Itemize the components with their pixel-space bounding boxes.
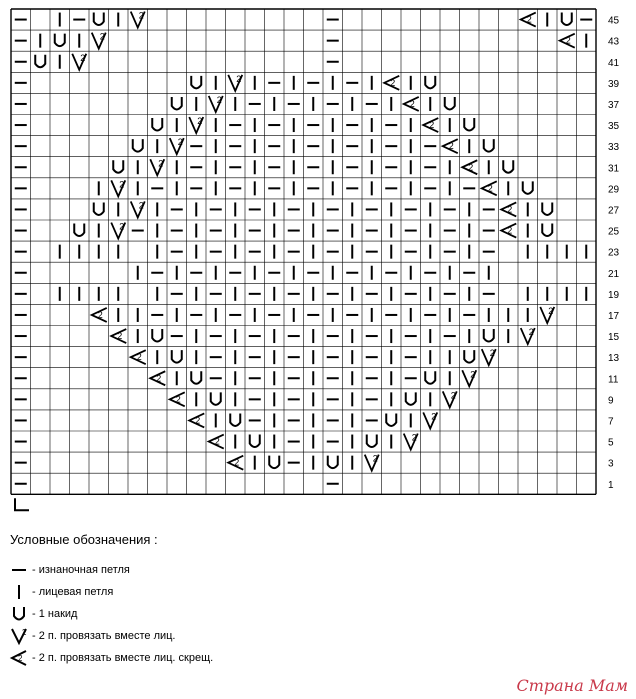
yarn-over-symbol: [269, 456, 279, 469]
svg-text:2: 2: [158, 158, 164, 169]
k2tog-symbol: [365, 454, 379, 471]
purl-icon: [8, 560, 30, 580]
k2tog-symbol: [131, 11, 145, 28]
row-label: 1: [608, 479, 614, 491]
yarn-over-symbol: [94, 13, 104, 25]
ssk-icon: [8, 648, 30, 668]
yarn-over-symbol: [542, 224, 552, 237]
svg-text:2: 2: [80, 52, 86, 63]
svg-text:2: 2: [117, 331, 123, 342]
svg-text:2: 2: [489, 348, 495, 359]
yarn-over-symbol: [464, 118, 474, 131]
k2tog-symbol: [482, 348, 496, 365]
legend-item-knit: - лицевая петля: [8, 581, 428, 603]
svg-text:2: 2: [195, 415, 201, 426]
row-label: 7: [608, 416, 614, 428]
svg-text:2: 2: [99, 31, 105, 42]
ssk-symbol: [111, 329, 126, 343]
yarn-over-symbol: [523, 181, 533, 194]
svg-text:2: 2: [156, 373, 162, 384]
yarn-over-symbol: [230, 413, 240, 426]
k2tog-symbol: [170, 137, 184, 154]
ssk-symbol: [443, 139, 458, 153]
row-label: 27: [608, 205, 620, 217]
yarn-over-symbol: [55, 34, 65, 47]
svg-text:2: 2: [526, 14, 532, 25]
svg-text:2: 2: [507, 225, 513, 236]
svg-text:2: 2: [487, 183, 493, 194]
row-label: 45: [608, 15, 620, 27]
svg-text:2: 2: [390, 77, 396, 88]
svg-text:2: 2: [470, 369, 476, 380]
ssk-symbol: [521, 13, 536, 27]
ssk-symbol: [462, 160, 477, 174]
k2tog-symbol: [462, 369, 476, 386]
row-label: 9: [608, 395, 614, 407]
row-label: 21: [608, 268, 620, 280]
svg-text:2: 2: [214, 436, 220, 447]
ssk-symbol: [501, 224, 516, 238]
ssk-symbol: [170, 392, 185, 406]
legend-title: Условные обозначения :: [10, 532, 158, 547]
row-label: 39: [608, 78, 620, 90]
k2tog-symbol: [92, 32, 106, 49]
ssk-symbol: [131, 350, 146, 364]
k2tog-symbol: [228, 74, 242, 91]
yarn-over-symbol: [191, 371, 201, 384]
yarn-over-symbol: [328, 456, 338, 469]
row-labels: [608, 16, 620, 491]
yarn-over-symbol: [35, 55, 45, 68]
ssk-symbol: [228, 456, 243, 470]
k2tog-symbol: [404, 433, 418, 450]
k2tog-icon: [8, 626, 30, 646]
yarn-over-symbol: [172, 97, 182, 110]
legend: [8, 532, 428, 669]
svg-text:2: 2: [119, 221, 125, 232]
k2tog-symbol: [521, 327, 535, 344]
row-label: 43: [608, 36, 620, 48]
row-label: 3: [608, 458, 614, 470]
row-label: 31: [608, 163, 620, 175]
ssk-symbol: [404, 97, 419, 111]
svg-text:2: 2: [507, 204, 513, 215]
ssk-symbol: [92, 308, 107, 322]
row-label: 33: [608, 142, 620, 154]
row-label: 5: [608, 437, 614, 449]
svg-text:2: 2: [429, 120, 435, 131]
yarn-over-symbol: [172, 350, 182, 363]
knit-icon: [8, 582, 30, 602]
row-label: 41: [608, 57, 620, 69]
svg-text:2: 2: [136, 352, 142, 363]
yarn-over-symbol: [211, 392, 221, 405]
k2tog-symbol: [111, 179, 125, 196]
legend-item-purl: - изнаночная петля: [8, 559, 428, 581]
row-label: 11: [608, 374, 619, 386]
ssk-symbol: [384, 76, 399, 90]
yarn-over-symbol: [484, 139, 494, 152]
legend-item-ssk: 2 - 2 п. провязать вместе лиц. скрещ.: [8, 647, 428, 669]
yarn-over-symbol: [191, 76, 201, 89]
row-label: 35: [608, 121, 620, 133]
yarn-over-symbol: [542, 202, 552, 215]
svg-text:2: 2: [372, 453, 378, 464]
ssk-symbol: [150, 371, 165, 385]
svg-text:2: 2: [409, 98, 415, 109]
svg-text:2: 2: [236, 73, 242, 84]
svg-text:2: 2: [431, 411, 437, 422]
yarn-over-symbol: [386, 413, 396, 426]
yarn-over-symbol: [250, 435, 260, 448]
row-label: 29: [608, 184, 620, 196]
svg-text:2: 2: [448, 141, 454, 152]
yarn-over-icon: [8, 604, 30, 624]
yarn-over-symbol: [562, 13, 572, 25]
yarn-over-symbol: [425, 76, 435, 89]
svg-text:2: 2: [22, 628, 27, 637]
svg-text:2: 2: [138, 200, 144, 211]
row-label: 19: [608, 289, 620, 301]
k2tog-symbol: [131, 200, 145, 217]
k2tog-symbol: [111, 222, 125, 239]
k2tog-symbol: [150, 158, 164, 175]
svg-text:2: 2: [411, 432, 417, 443]
row-label: 15: [608, 332, 620, 344]
yarn-over-symbol: [113, 160, 123, 173]
svg-text:2: 2: [450, 390, 456, 401]
yarn-over-symbol: [94, 202, 104, 215]
svg-text:2: 2: [565, 35, 571, 46]
svg-text:2: 2: [97, 309, 103, 320]
svg-text:2: 2: [175, 394, 181, 405]
svg-text:2: 2: [18, 654, 23, 663]
yarn-over-symbol: [464, 350, 474, 363]
k2tog-symbol: [209, 95, 223, 112]
row-label: 13: [608, 353, 620, 365]
yarn-over-symbol: [425, 371, 435, 384]
row-label: 17: [608, 310, 620, 322]
yarn-over-symbol: [445, 97, 455, 110]
svg-text:2: 2: [234, 457, 240, 468]
svg-text:2: 2: [177, 137, 183, 148]
ssk-symbol: [189, 413, 204, 427]
watermark: Страна Мам: [516, 676, 628, 695]
svg-text:2: 2: [119, 179, 125, 190]
svg-text:2: 2: [468, 162, 474, 173]
yarn-over-symbol: [133, 139, 143, 152]
k2tog-symbol: [423, 411, 437, 428]
k2tog-symbol: [443, 390, 457, 407]
k2tog-symbol: [540, 306, 554, 323]
ssk-symbol: [501, 202, 516, 216]
yarn-over-symbol: [503, 160, 513, 173]
yarn-over-symbol: [406, 392, 416, 405]
svg-text:2: 2: [548, 305, 554, 316]
svg-text:2: 2: [197, 116, 203, 127]
k2tog-symbol: [72, 53, 86, 70]
svg-text:2: 2: [528, 327, 534, 338]
ssk-symbol: [209, 435, 224, 449]
row-label: 25: [608, 226, 620, 238]
yarn-over-symbol: [152, 329, 162, 342]
yarn-over-symbol: [484, 329, 494, 342]
ssk-symbol: [482, 181, 497, 195]
row-label: 37: [608, 99, 620, 111]
legend-item-k2tog: 2 - 2 п. провязать вместе лиц.: [8, 625, 428, 647]
svg-text:2: 2: [138, 10, 144, 21]
ssk-symbol: [560, 34, 575, 48]
ssk-symbol: [423, 118, 438, 132]
chart-corner-mark: [15, 498, 29, 510]
yarn-over-symbol: [152, 118, 162, 131]
yarn-over-symbol: [74, 224, 84, 237]
row-label: 23: [608, 247, 620, 259]
svg-text:2: 2: [216, 94, 222, 105]
k2tog-symbol: [189, 116, 203, 133]
yarn-over-symbol: [367, 435, 377, 448]
legend-item-yarn-over: - 1 накид: [8, 603, 428, 625]
